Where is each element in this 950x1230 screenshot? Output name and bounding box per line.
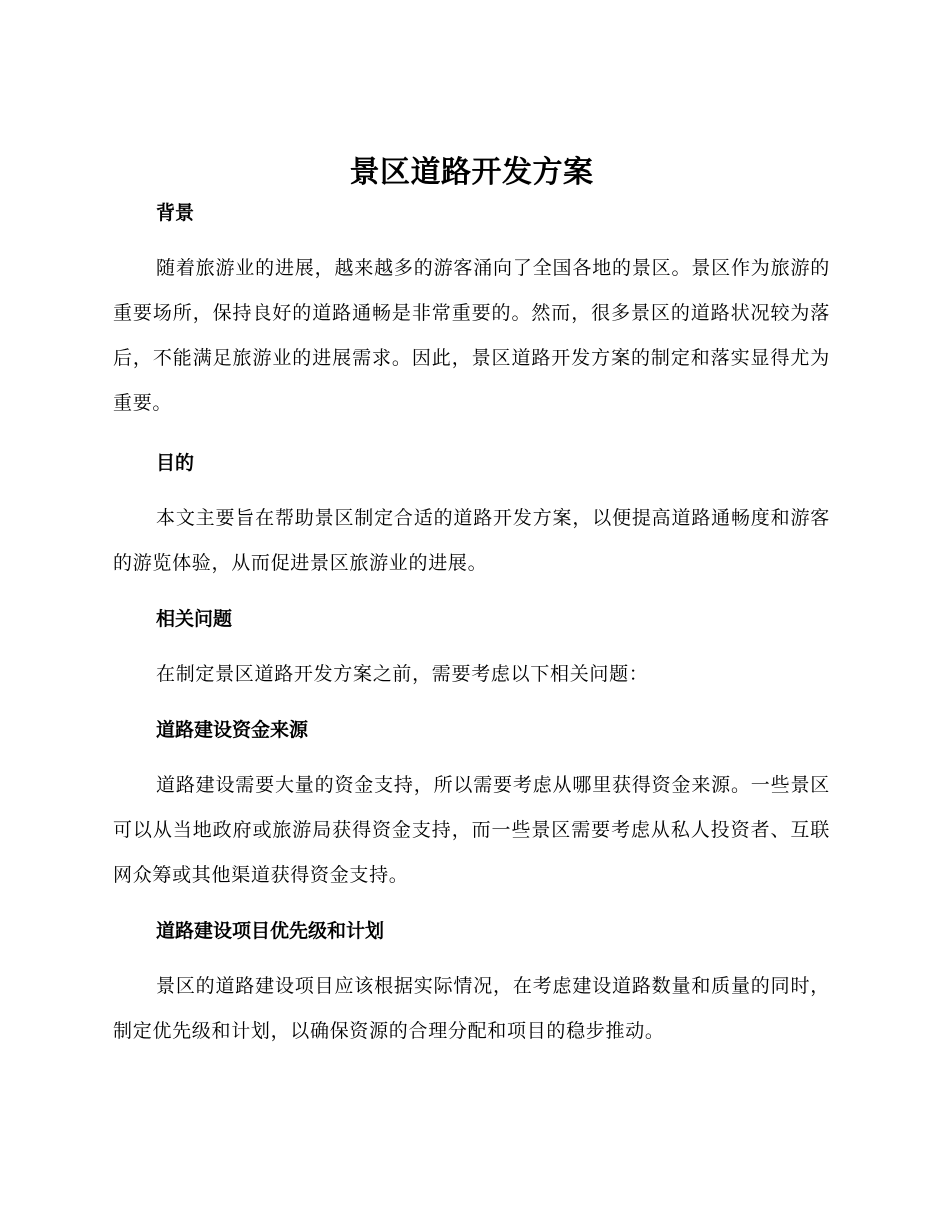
document-body <box>113 150 830 1054</box>
section-heading-priority-plan: 道路建设项目优先级和计划 <box>156 920 385 942</box>
section-paragraph-related-issues: 在制定景区道路开发方案之前，需要考虑以下相关问题： <box>156 663 649 685</box>
section-paragraph-purpose: 本文主要旨在帮助景区制定合适的道路开发方案，以便提高道路通畅度和游客的游览体验，从而促进景区旅游业的进展。 <box>113 507 830 574</box>
section-paragraph-priority-plan: 景区的道路建设项目应该根据实际情况，在考虑建设道路数量和质量的同时，制定优先级和计划，以确保资源的合理分配和项目的稳步推动。 <box>113 975 830 1042</box>
section-heading-related-issues: 相关问题 <box>156 608 233 630</box>
section-heading-background: 背景 <box>156 202 195 224</box>
document-title: 景区道路开发方案 <box>349 155 594 190</box>
section-paragraph-background: 随着旅游业的进展，越来越多的游客涌向了全国各地的景区。景区作为旅游的重要场所，保持良好的道路通畅是非常重要的。然而，很多景区的道路状况较为落后，不能满足旅游业的进展需求。因此，景区道路开发方案的制定和落实显得尤为重要。 <box>113 257 830 414</box>
section-heading-funding-source: 道路建设资金来源 <box>156 719 309 741</box>
section-paragraph-funding-source: 道路建设需要大量的资金支持，所以需要考虑从哪里获得资金来源。一些景区可以从当地政府或旅游局获得资金支持，而一些景区需要考虑从私人投资者、互联网众筹或其他渠道获得资金支持。 <box>113 774 830 886</box>
section-heading-purpose: 目的 <box>156 452 195 474</box>
